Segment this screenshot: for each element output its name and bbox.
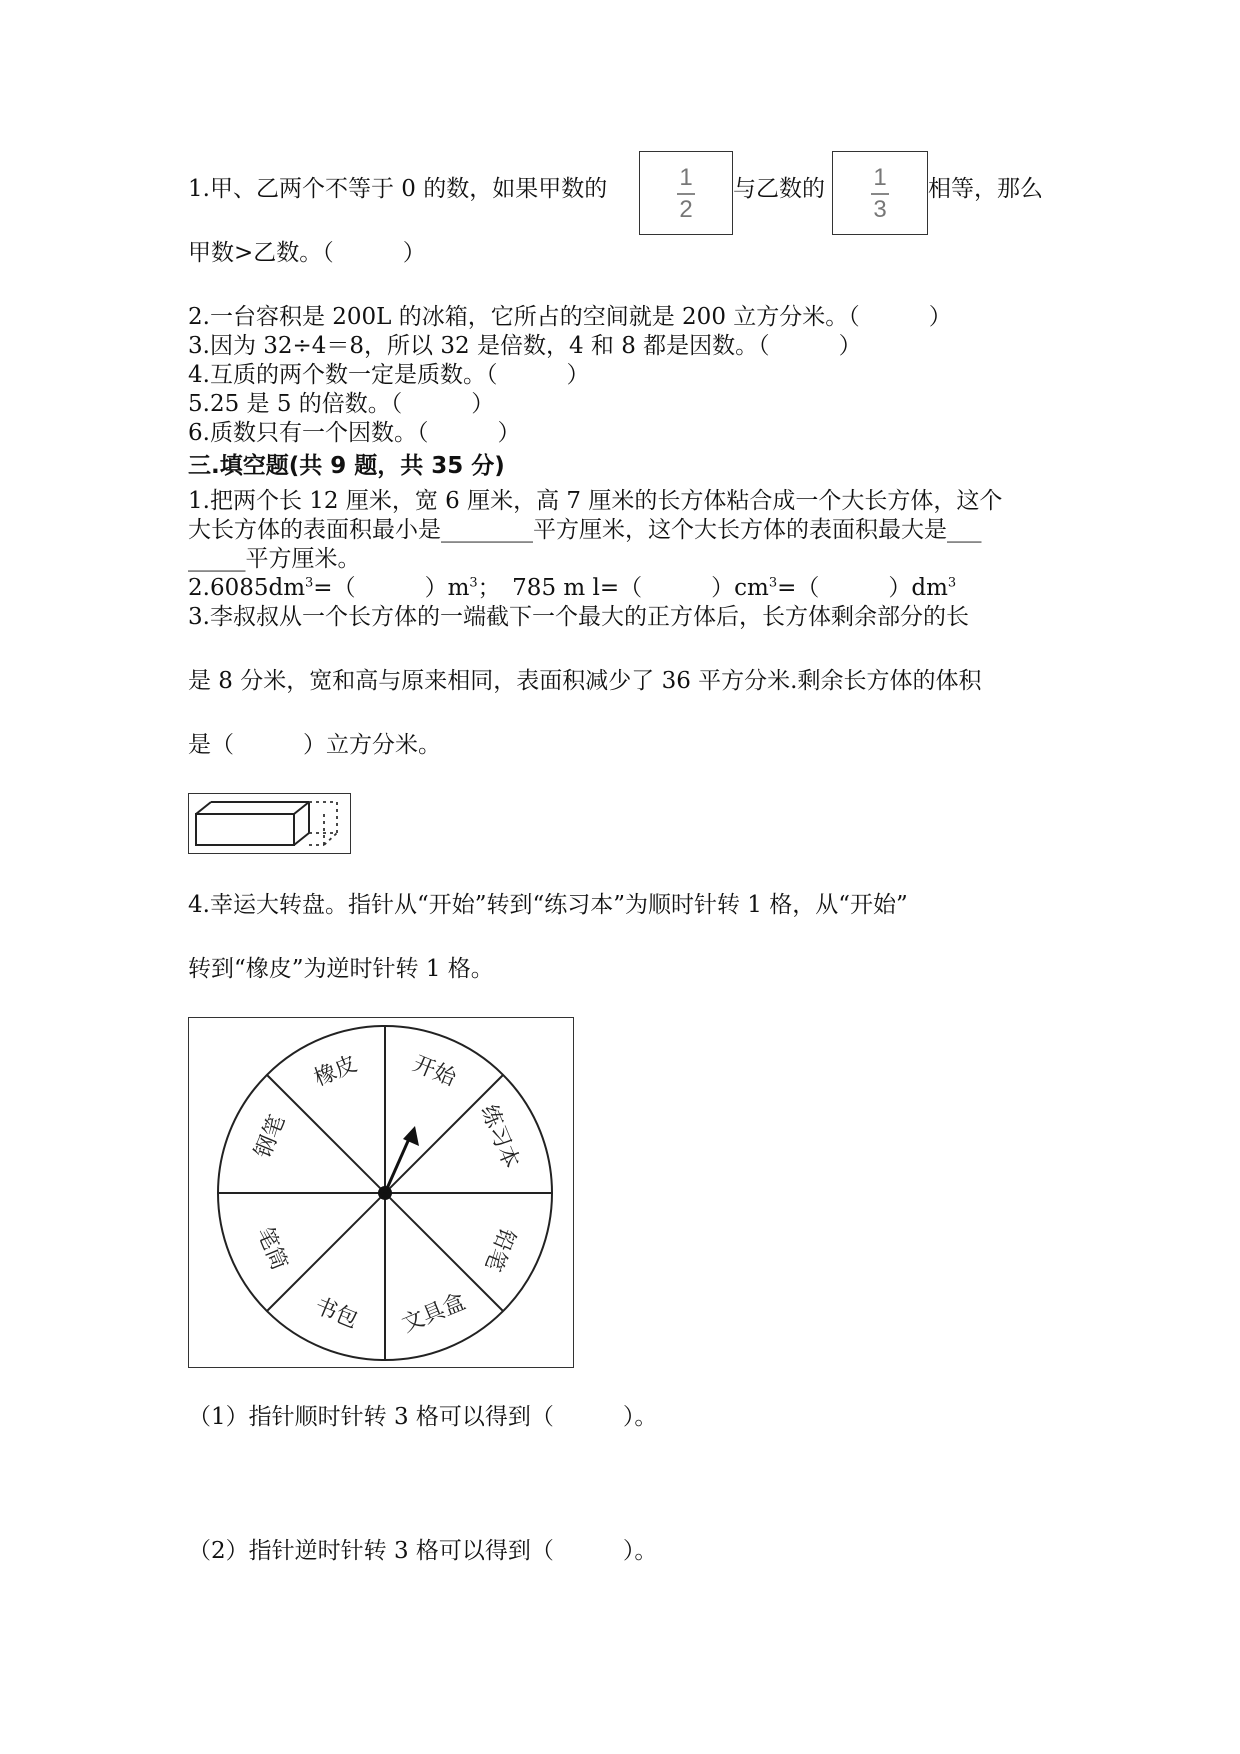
wheel-label-shubao: 书包 (311, 1293, 362, 1334)
wheel-label-kaishi: 开始 (409, 1051, 460, 1092)
fill-q1-line1: 1.把两个长 12 厘米，宽 6 厘米，高 7 厘米的长方体粘合成一个大长方体，这个 (188, 488, 1003, 514)
fraction-numerator: 1 (873, 164, 887, 191)
lucky-wheel (189, 1018, 573, 1367)
fraction-bar (871, 193, 889, 195)
fill-q4-line2: 转到“橡皮”为逆时针转 1 格。 (188, 956, 494, 982)
q5-text: 5.25 是 5 的倍数。（ ） (188, 391, 495, 417)
q1-text-part2: 与乙数的 (733, 176, 825, 202)
q3-text: 3.因为 32÷4＝8，所以 32 是倍数，4 和 8 都是因数。（ ） (188, 333, 862, 359)
wheel-label-xiangpi: 橡皮 (310, 1051, 361, 1092)
lucky-wheel-figure (188, 1017, 574, 1368)
pointer-arrow (385, 1126, 419, 1193)
fill-q1-line3: _____平方厘米。 (188, 546, 361, 572)
cube-exponent: 3 (947, 575, 957, 591)
q4-text: 4.互质的两个数一定是质数。（ ） (188, 362, 590, 388)
fill-q1-line2: 大长方体的表面积最小是________平方厘米，这个大长方体的表面积最大是___ (188, 517, 982, 543)
wheel-label-gangbi: 钢笔 (250, 1111, 291, 1162)
fill-q2-text (188, 575, 956, 603)
fraction-box-third (832, 151, 928, 235)
fill-q3-line1: 3.李叔叔从一个长方体的一端截下一个最大的正方体后，长方体剩余部分的长 (188, 604, 969, 630)
wheel-label-bitong: 笔筒 (251, 1223, 292, 1274)
cube-exponent: 3 (768, 575, 778, 591)
fill-q2-part2: =（ ）m (313, 575, 470, 601)
q2-text: 2.一台容积是 200L 的冰箱，它所占的空间就是 200 立方分米。（ ） (188, 304, 952, 330)
fraction-numerator: 1 (679, 164, 693, 191)
wheel-label-qianbi: 铅笔 (479, 1224, 520, 1275)
cube-exponent: 3 (305, 575, 314, 591)
wheel-label-wenjuhe: 文具盒 (398, 1289, 470, 1338)
fraction-bar (677, 193, 695, 195)
fill-q4-line1: 4.幸运大转盘。指针从“开始”转到“练习本”为顺时针转 1 格，从“开始” (188, 892, 908, 918)
fraction-one-half (640, 166, 732, 222)
fill-q3-line3: 是（ ）立方分米。 (188, 732, 441, 758)
cuboid-drawing (189, 794, 350, 853)
fill-q2-part3: ； 785 m l=（ ）cm (477, 575, 769, 601)
cuboid-figure (188, 793, 351, 854)
q1-text-part3: 相等，那么 (928, 176, 1043, 202)
q6-text: 6.质数只有一个因数。（ ） (188, 420, 521, 446)
fill-q4-sub2: （2）指针逆时针转 3 格可以得到（ ）。 (188, 1538, 658, 1564)
fraction-one-third (833, 166, 927, 222)
q1-line2: 甲数>乙数。（ ） (188, 240, 426, 266)
fraction-denominator: 2 (679, 195, 693, 223)
cube-exponent: 3 (469, 575, 478, 591)
fill-q2-part1: 2.6085dm (188, 575, 306, 601)
fraction-denominator: 3 (873, 195, 887, 223)
fill-q2-part4: =（ ）dm (777, 575, 948, 601)
fill-q3-line2: 是 8 分米，宽和高与原来相同，表面积减少了 36 平方分米.剩余长方体的体积 (188, 668, 982, 694)
q1-text-part1: 1.甲、乙两个不等于 0 的数，如果甲数的 (188, 176, 608, 202)
section-heading: 三.填空题(共 9 题，共 35 分) (188, 453, 505, 479)
fill-q4-sub1: （1）指针顺时针转 3 格可以得到（ ）。 (188, 1404, 658, 1430)
wheel-label-lianxiben: 练习本 (475, 1101, 524, 1173)
fraction-box-half (639, 151, 733, 235)
